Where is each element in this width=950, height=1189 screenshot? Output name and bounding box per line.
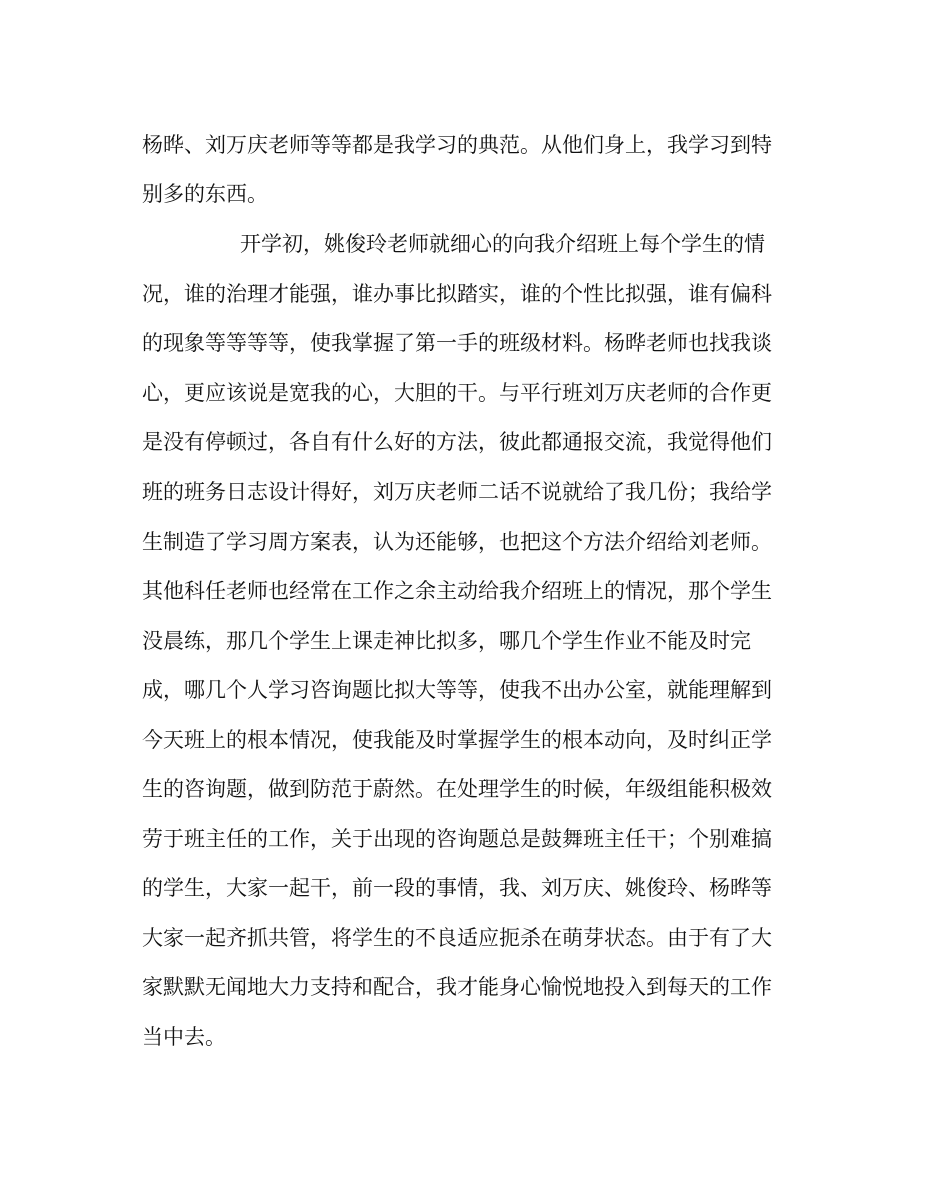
text-line: 当中去。: [142, 1025, 226, 1049]
text-line: 家默默无闻地大力支持和配合，我才能身心愉悦地投入到每天的工作: [142, 975, 772, 999]
text-line: 的学生，大家一起干，前一段的事情，我、刘万庆、姚俊玲、杨晔等: [142, 876, 772, 900]
text-line: 的现象等等等等，使我掌握了第一手的班级材料。杨晔老师也找我谈: [142, 331, 772, 355]
text-line: 是没有停顿过，各自有什么好的方法，彼此都通报交流，我觉得他们: [142, 430, 772, 454]
text-line: 生的咨询题，做到防范于蔚然。在处理学生的时候，年级组能积极效: [142, 777, 772, 801]
text-line: 成，哪几个人学习咨询题比拟大等等，使我不出办公室，就能理解到: [142, 678, 772, 702]
text-line: 杨晔、刘万庆老师等等都是我学习的典范。从他们身上，我学习到特: [142, 133, 772, 157]
text-line: 况，谁的治理才能强，谁办事比拟踏实，谁的个性比拟强，谁有偏科: [142, 282, 772, 306]
text-line: 心，更应该说是宽我的心，大胆的干。与平行班刘万庆老师的合作更: [142, 381, 772, 405]
text-line: 大家一起齐抓共管，将学生的不良适应扼杀在萌芽状态。由于有了大: [142, 926, 772, 950]
text-line: 班的班务日志设计得好，刘万庆老师二话不说就给了我几份；我给学: [142, 480, 772, 504]
text-line: 生制造了学习周方案表，认为还能够，也把这个方法介绍给刘老师。: [142, 530, 772, 554]
text-line: 其他科任老师也经常在工作之余主动给我介绍班上的情况，那个学生: [142, 579, 772, 603]
text-line: 今天班上的根本情况，使我能及时掌握学生的根本动向，及时纠正学: [142, 728, 772, 752]
text-line: 没晨练，那几个学生上课走神比拟多，哪几个学生作业不能及时完: [142, 629, 751, 653]
text-line: 劳于班主任的工作，关于出现的咨询题总是鼓舞班主任干；个别难搞: [142, 827, 772, 851]
text-line: 开学初，姚俊玲老师就细心的向我介绍班上每个学生的情: [240, 232, 765, 256]
text-line: 别多的东西。: [142, 182, 268, 206]
